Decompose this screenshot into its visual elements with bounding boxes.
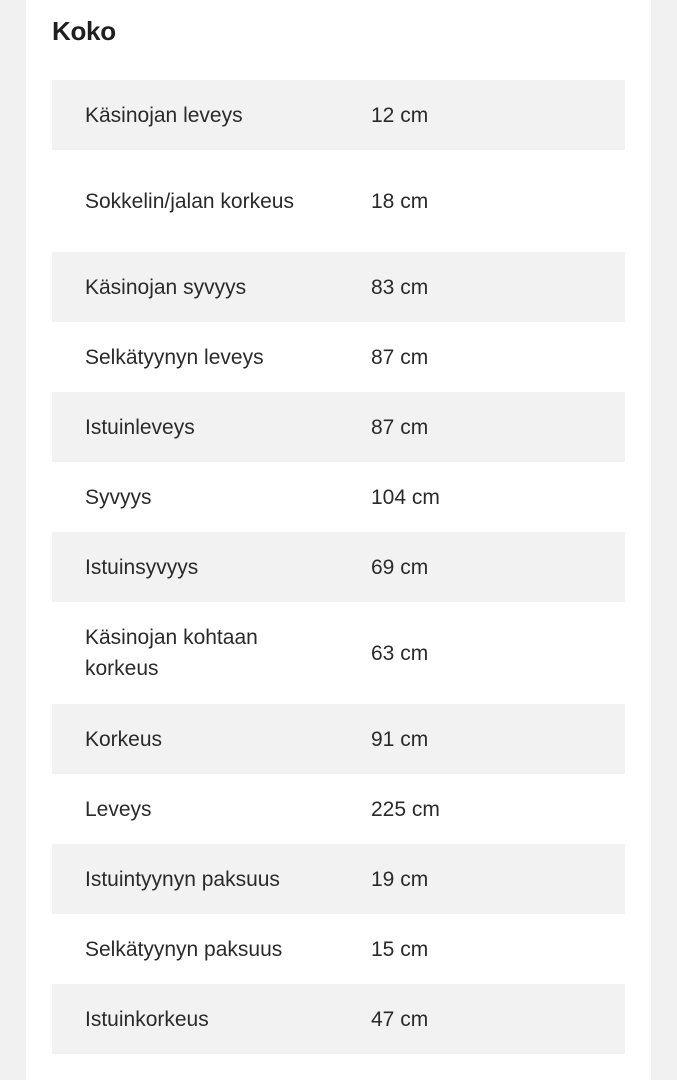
spec-value: 87 cm <box>371 345 429 369</box>
table-row <box>52 984 625 1054</box>
spec-value: 104 cm <box>371 485 440 509</box>
spec-value: 18 cm <box>371 189 429 213</box>
table-row <box>52 252 625 322</box>
spec-value: 19 cm <box>371 867 429 891</box>
section-title: Koko <box>52 16 116 46</box>
product-details-card <box>26 0 651 1080</box>
spec-label: Istuinleveys <box>85 415 195 439</box>
spec-label: Istuinsyvyys <box>85 555 199 579</box>
spec-label: Istuinkorkeus <box>85 1007 209 1031</box>
spec-value: 83 cm <box>371 275 429 299</box>
table-row <box>52 392 625 462</box>
spec-value: 87 cm <box>371 415 429 439</box>
table-row <box>52 914 625 984</box>
spec-value: 47 cm <box>371 1007 429 1031</box>
table-row <box>52 532 625 602</box>
spec-value: 91 cm <box>371 727 429 751</box>
table-row <box>52 704 625 774</box>
spec-value: 15 cm <box>371 937 429 961</box>
spec-label: Syvyys <box>85 485 152 509</box>
spec-value: 225 cm <box>371 797 440 821</box>
spec-label: Korkeus <box>85 727 163 751</box>
spec-label: Käsinojan kohtaan korkeus <box>85 626 258 680</box>
spec-label: Sokkelin/jalan korkeus <box>85 189 294 213</box>
size-spec-table <box>52 80 625 1054</box>
table-row <box>52 462 625 532</box>
table-row <box>52 844 625 914</box>
spec-label: Istuintyynyn paksuus <box>85 867 280 891</box>
table-row <box>52 322 625 392</box>
spec-label: Käsinojan leveys <box>85 103 243 127</box>
table-row <box>52 150 625 252</box>
spec-label: Selkätyynyn paksuus <box>85 937 283 961</box>
spec-label: Selkätyynyn leveys <box>85 345 264 369</box>
table-row <box>52 602 625 704</box>
table-row <box>52 80 625 150</box>
spec-label: Leveys <box>85 797 152 821</box>
spec-value: 69 cm <box>371 555 429 579</box>
spec-value: 63 cm <box>371 641 429 665</box>
table-row <box>52 774 625 844</box>
spec-value: 12 cm <box>371 103 429 127</box>
spec-label: Käsinojan syvyys <box>85 275 247 299</box>
